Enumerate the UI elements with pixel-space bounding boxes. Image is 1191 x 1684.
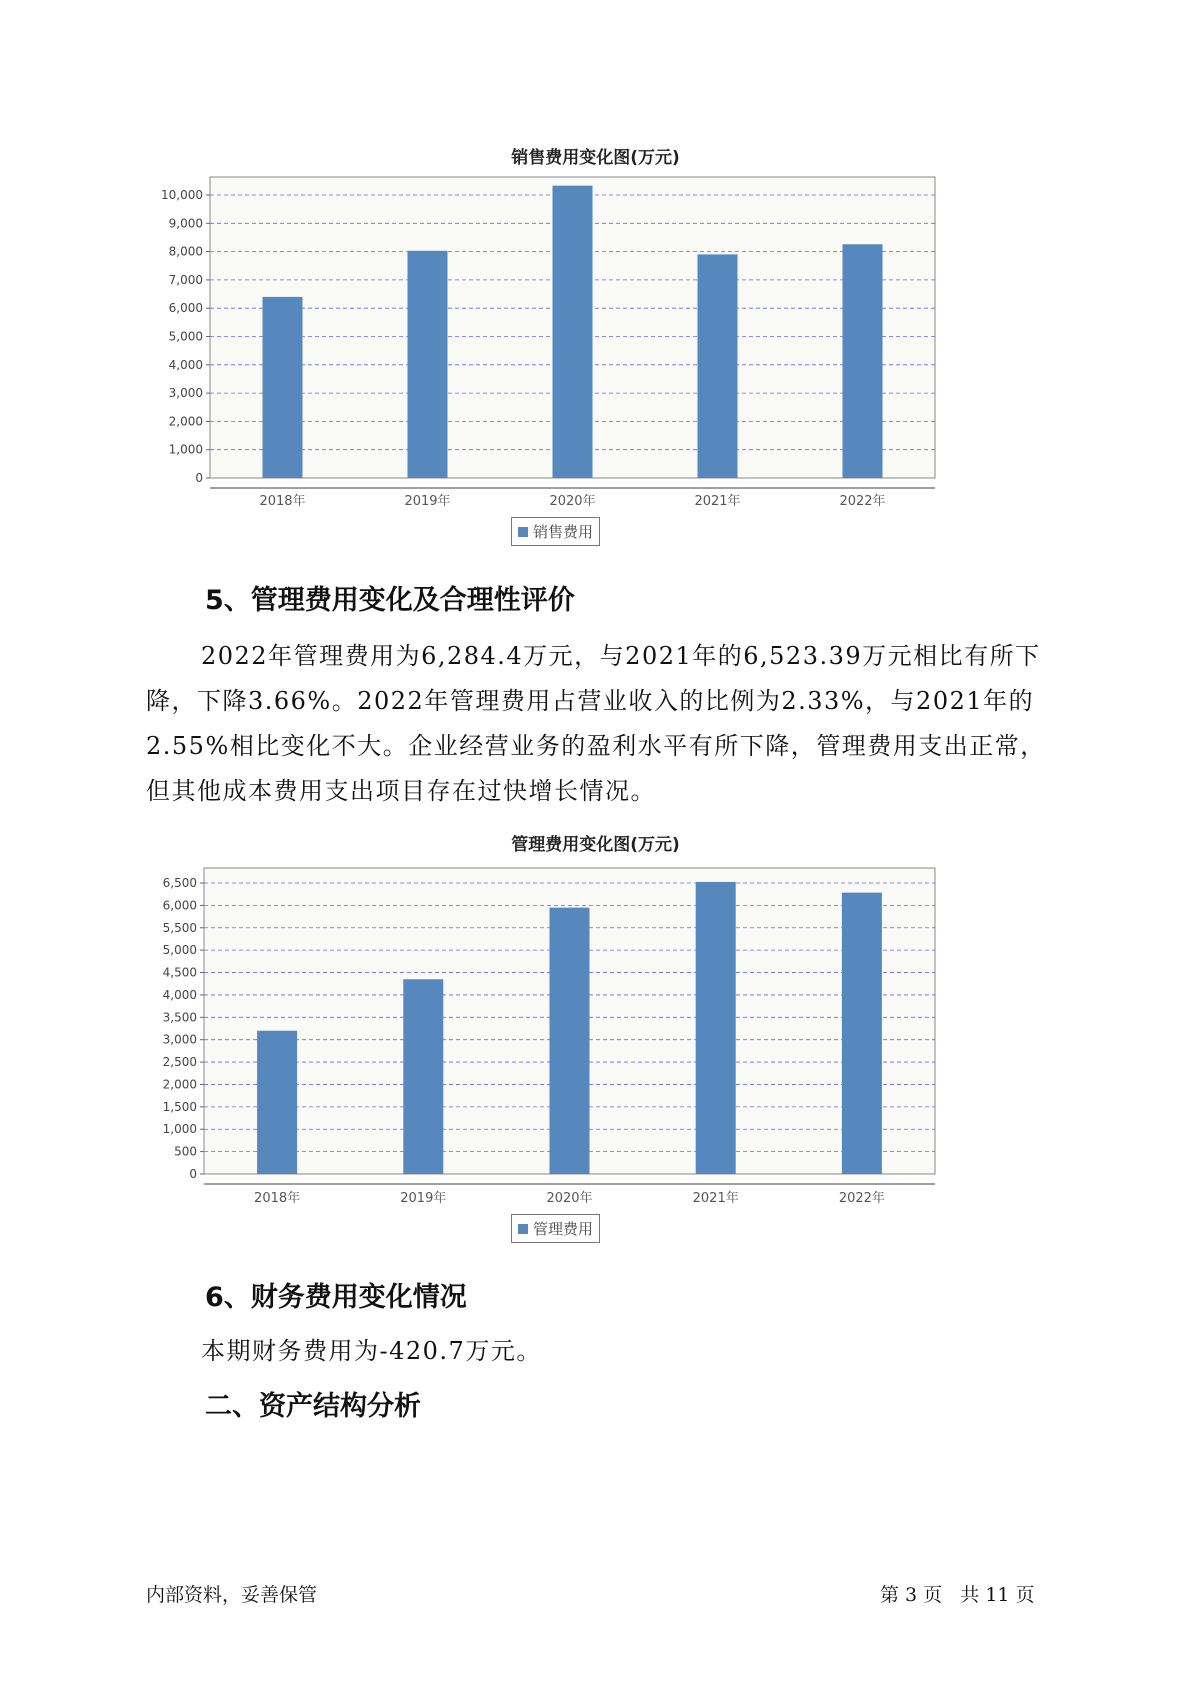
y-tick-label: 6,500	[162, 876, 197, 890]
bar	[550, 908, 590, 1174]
bar	[843, 244, 883, 478]
y-tick-label: 3,000	[168, 386, 203, 401]
y-tick-label: 500	[174, 1144, 197, 1159]
y-tick-label: 0	[189, 1167, 197, 1181]
y-tick-label: 3,500	[162, 1010, 197, 1025]
bar	[263, 297, 303, 478]
x-tick-label: 2020年	[546, 1191, 593, 1206]
y-tick-label: 2,000	[168, 414, 203, 429]
y-tick-label: 2,000	[162, 1077, 197, 1092]
section-6-paragraph	[146, 1329, 1061, 1374]
y-tick-label: 8,000	[168, 244, 203, 259]
y-tick-label: 7,000	[168, 272, 203, 287]
section-5-paragraph	[146, 634, 1061, 814]
y-tick-label: 3,000	[162, 1032, 197, 1047]
x-tick-label: 2022年	[838, 1191, 885, 1206]
management-chart-title: 管理费用变化图(万元)	[511, 835, 680, 855]
y-tick-label: 0	[195, 471, 203, 485]
x-tick-label: 2021年	[694, 494, 741, 509]
section-6-heading: 6、财务费用变化情况	[205, 1282, 467, 1313]
bar	[403, 979, 443, 1174]
y-tick-label: 4,000	[168, 357, 203, 372]
y-tick-label: 2,500	[162, 1055, 197, 1070]
section-5-text: 2022年管理费用为6,284.4万元，与2021年的6,523.39万元相比有所下降，下降3.66%。2022年管理费用占营业收入的比例为2.33%，与2021年的2.55%相比变化不大。企业经营业务的盈利水平有所下降，管理费用支出正常，但其他成本费用支出项目存在过快增长情况。	[146, 642, 1046, 805]
management-chart-legend	[511, 1214, 600, 1243]
y-tick-label: 1,500	[162, 1099, 197, 1114]
x-tick-label: 2020年	[549, 494, 596, 509]
footer-page-number: 第 3 页 共 11 页	[880, 1584, 1035, 1606]
footer-confidential-note: 内部资料，妥善保管	[146, 1584, 318, 1606]
y-tick-label: 1,000	[168, 442, 203, 457]
sales-chart-legend	[511, 517, 600, 546]
legend-label: 管理费用	[533, 1220, 594, 1238]
bar	[698, 254, 738, 478]
sales-expense-chart	[140, 170, 1040, 510]
y-tick-label: 5,000	[168, 329, 203, 344]
bar	[696, 882, 736, 1174]
part-2-heading: 二、资产结构分析	[205, 1391, 421, 1422]
bar	[257, 1031, 297, 1174]
legend-swatch-icon	[518, 1224, 528, 1234]
legend-swatch-icon	[518, 527, 528, 537]
x-tick-label: 2019年	[400, 1191, 447, 1206]
sales-chart-title: 销售费用变化图(万元)	[511, 148, 680, 168]
x-tick-label: 2018年	[254, 1191, 301, 1206]
y-tick-label: 1,000	[162, 1122, 197, 1137]
bar	[408, 251, 448, 478]
x-tick-label: 2022年	[839, 494, 886, 509]
y-tick-label: 5,500	[162, 920, 197, 935]
y-tick-label: 6,000	[168, 301, 203, 316]
legend-label: 销售费用	[533, 523, 594, 541]
y-tick-label: 4,000	[162, 987, 197, 1002]
management-expense-chart	[140, 862, 1040, 1207]
x-tick-label: 2021年	[692, 1191, 739, 1206]
x-tick-label: 2019年	[404, 494, 451, 509]
x-tick-label: 2018年	[259, 494, 306, 509]
y-tick-label: 10,000	[161, 188, 203, 202]
y-tick-label: 5,000	[162, 943, 197, 958]
section-5-heading: 5、管理费用变化及合理性评价	[205, 585, 575, 616]
bar	[553, 186, 593, 478]
y-tick-label: 9,000	[168, 216, 203, 231]
y-tick-label: 6,000	[162, 898, 197, 913]
bar	[842, 893, 882, 1174]
y-tick-label: 4,500	[162, 965, 197, 980]
section-6-text: 本期财务费用为-420.7万元。	[201, 1337, 542, 1365]
